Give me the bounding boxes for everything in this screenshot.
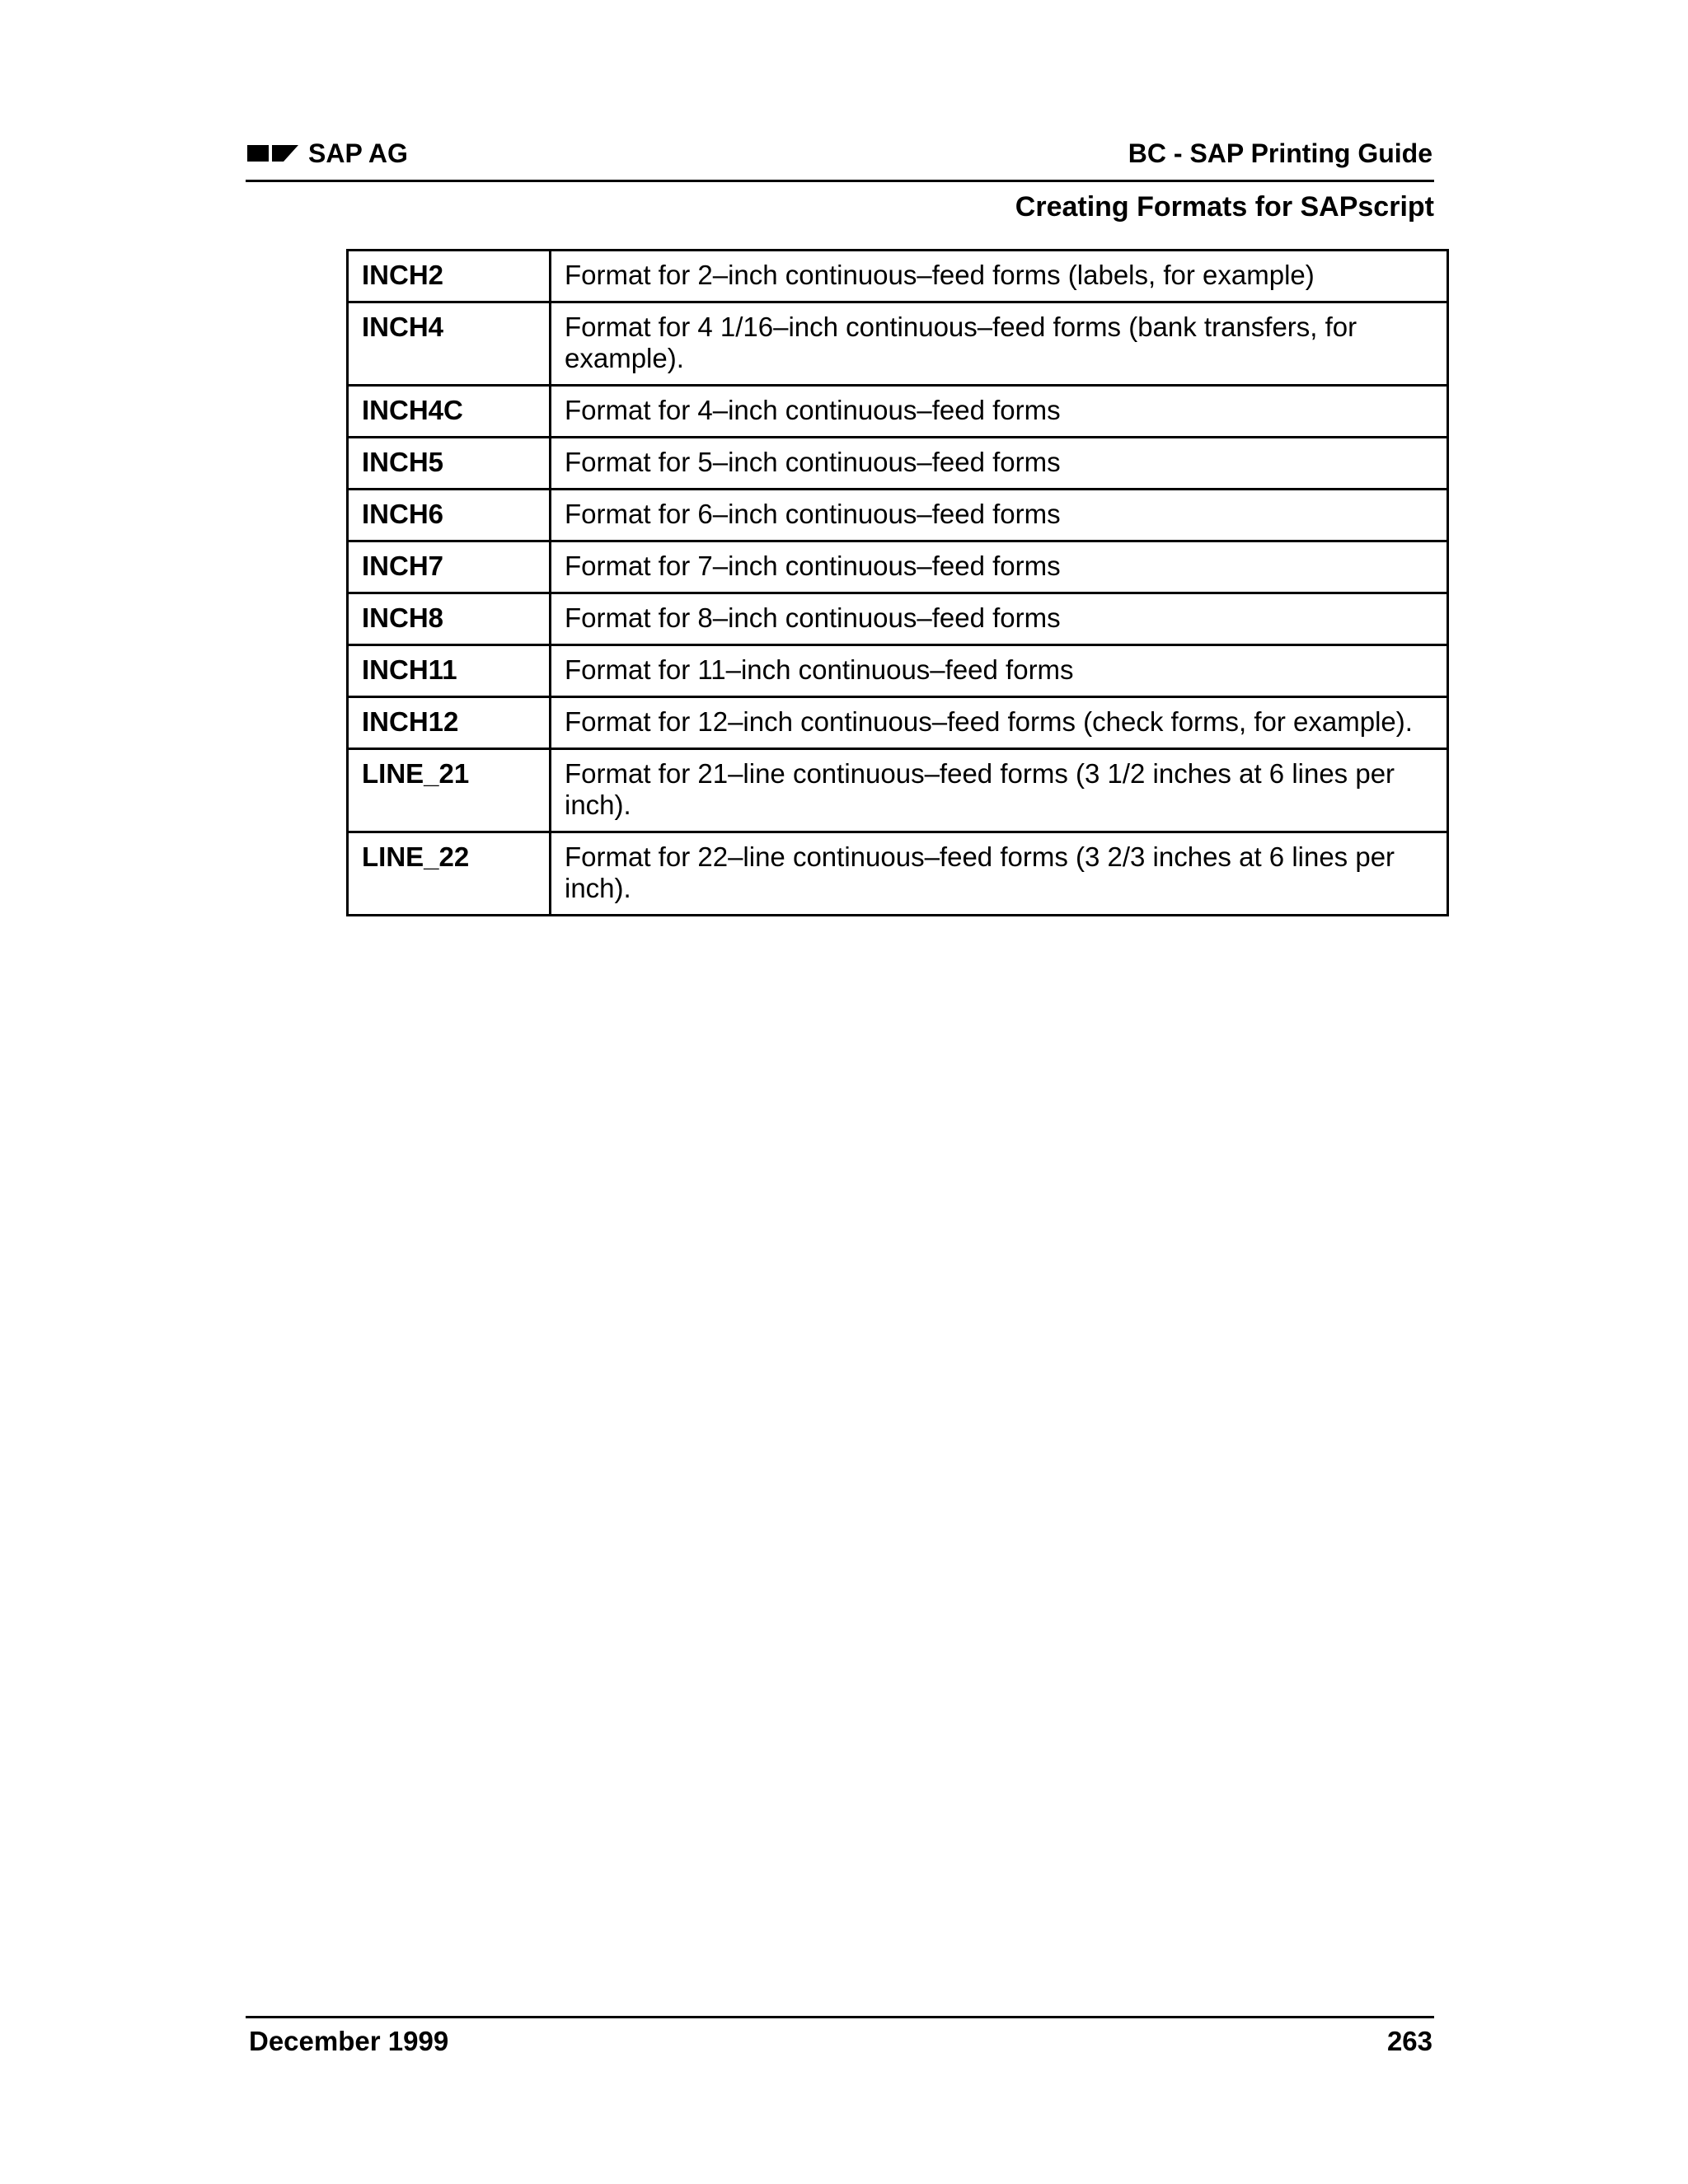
format-code: INCH11 bbox=[348, 645, 551, 697]
page-number: 263 bbox=[1386, 2026, 1432, 2056]
page-footer bbox=[246, 2016, 1434, 2068]
format-code: INCH4C bbox=[348, 386, 551, 438]
section-title: Creating Formats for SAPscript bbox=[1015, 191, 1434, 223]
format-description: Format for 21–line continuous–feed forms (3 1/2 inches at 6 lines per inch). bbox=[551, 749, 1448, 832]
table-row bbox=[348, 593, 1448, 645]
format-code: LINE_22 bbox=[348, 832, 551, 916]
table-row bbox=[348, 438, 1448, 490]
format-code: INCH7 bbox=[348, 541, 551, 593]
table-row bbox=[348, 490, 1448, 541]
format-code: LINE_21 bbox=[348, 749, 551, 832]
format-description: Format for 4 1/16–inch continuous–feed forms (bank transfers, for example). bbox=[551, 302, 1448, 386]
format-code: INCH6 bbox=[348, 490, 551, 541]
format-description: Format for 4–inch continuous–feed forms bbox=[551, 386, 1448, 438]
format-description: Format for 6–inch continuous–feed forms bbox=[551, 490, 1448, 541]
formats-table bbox=[346, 249, 1449, 916]
format-description: Format for 22–line continuous–feed forms (3 2/3 inches at 6 lines per inch). bbox=[551, 832, 1448, 916]
format-description: Format for 2–inch continuous–feed forms (labels, for example) bbox=[551, 251, 1448, 302]
table-row bbox=[348, 645, 1448, 697]
guide-title: BC - SAP Printing Guide bbox=[1128, 138, 1432, 168]
table-row bbox=[348, 251, 1448, 302]
format-description: Format for 8–inch continuous–feed forms bbox=[551, 593, 1448, 645]
format-description: Format for 7–inch continuous–feed forms bbox=[551, 541, 1448, 593]
format-code: INCH4 bbox=[348, 302, 551, 386]
table-row bbox=[348, 749, 1448, 832]
format-description: Format for 12–inch continuous–feed forms (check forms, for example). bbox=[551, 697, 1448, 749]
format-description: Format for 5–inch continuous–feed forms bbox=[551, 438, 1448, 490]
format-code: INCH5 bbox=[348, 438, 551, 490]
format-code: INCH12 bbox=[348, 697, 551, 749]
table-row bbox=[348, 386, 1448, 438]
table-row bbox=[348, 697, 1448, 749]
format-description: Format for 11–inch continuous–feed forms bbox=[551, 645, 1448, 697]
table-row bbox=[348, 541, 1448, 593]
publication-date: December 1999 bbox=[249, 2026, 449, 2056]
page-header bbox=[246, 132, 1434, 182]
brand bbox=[247, 137, 408, 170]
sap-logo-icon bbox=[247, 142, 298, 165]
brand-name: SAP AG bbox=[308, 138, 408, 168]
format-code: INCH8 bbox=[348, 593, 551, 645]
table-row bbox=[348, 302, 1448, 386]
format-code: INCH2 bbox=[348, 251, 551, 302]
table-row bbox=[348, 832, 1448, 916]
